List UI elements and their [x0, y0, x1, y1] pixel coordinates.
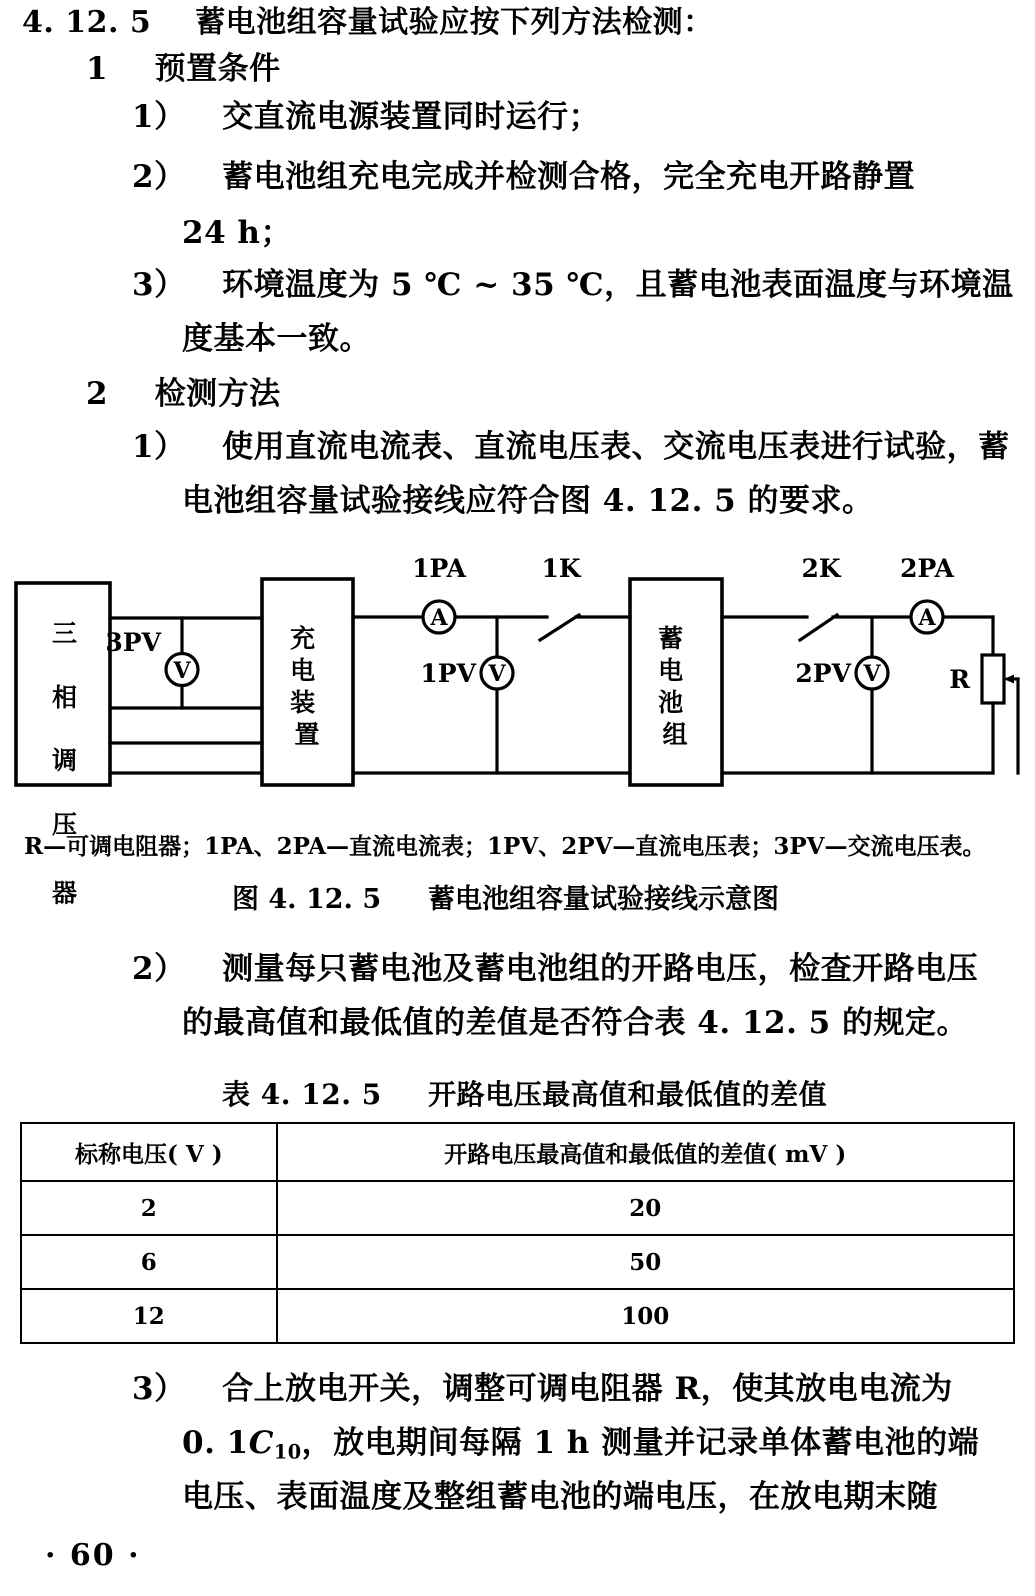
- item-1-2-line-2-wrap: [182, 216, 292, 250]
- item-1-2-line-2: 24 h；: [182, 215, 292, 251]
- sw-1k-blade: [540, 615, 579, 640]
- item-1-1-marker: 1）: [132, 99, 186, 135]
- label-r: R: [949, 665, 970, 694]
- item-2-3-marker: 3）: [132, 1371, 186, 1407]
- table-row: [21, 1289, 1014, 1343]
- meter-1pv-glyph: V: [488, 661, 506, 687]
- section-1-heading: [86, 52, 281, 86]
- meter-1pa-glyph: A: [430, 605, 448, 631]
- label-2pa: 2PA: [900, 554, 954, 583]
- table-cell-nominal-voltage: 12: [21, 1289, 277, 1343]
- item-1-3-line-2: 度基本一致。: [182, 321, 371, 357]
- table-cell-difference: 20: [277, 1181, 1014, 1235]
- table-cell-difference: 100: [277, 1289, 1014, 1343]
- table-cell-nominal-voltage: 6: [21, 1235, 277, 1289]
- item-1-3-marker: 3）: [132, 267, 186, 303]
- block-label-charging-device: 充 电 装 置: [290, 624, 320, 749]
- item-1-1-line-1: 交直流电源装置同时运行；: [222, 99, 601, 135]
- section-2-label: 检测方法: [154, 376, 281, 412]
- meter-2pv-glyph: V: [863, 661, 881, 687]
- sw-2k-blade: [800, 615, 837, 640]
- section-2-heading: [86, 377, 281, 411]
- label-1pa: 1PA: [412, 554, 466, 583]
- figure-caption: [232, 877, 779, 916]
- table-number: 表 4. 12. 5: [222, 1078, 382, 1111]
- table-cell-difference: 50: [277, 1235, 1014, 1289]
- clause-heading: [22, 6, 714, 40]
- item-2-1: [132, 430, 1010, 464]
- block-label-battery-bank: 蓄 电 池 组: [658, 624, 688, 749]
- open-circuit-voltage-table: [20, 1122, 1015, 1344]
- meter-2pa-glyph: A: [918, 605, 936, 631]
- label-1k: 1K: [541, 554, 581, 583]
- item-2-3: [132, 1372, 953, 1406]
- item-2-1-line-2-wrap: [182, 484, 874, 518]
- item-2-1-marker: 1）: [132, 429, 186, 465]
- item-2-1-line-1: 使用直流电流表、直流电压表、交流电压表进行试验，蓄: [222, 429, 1010, 465]
- item-1-2-line-1: 蓄电池组充电完成并检测合格，完全充电开路静置: [222, 159, 916, 195]
- clause-number: 4. 12. 5: [22, 5, 152, 40]
- label-3pv: 3PV: [105, 628, 161, 657]
- label-2k: 2K: [801, 554, 841, 583]
- label-1pv: 1PV: [420, 659, 476, 688]
- item-1-3: [132, 268, 1014, 302]
- table-row: [21, 1181, 1014, 1235]
- block-label-three-phase-regulator: 三 相 调 压 器: [48, 620, 78, 905]
- rheostat-r-body: [982, 655, 1004, 703]
- figure-caption-text: 蓄电池组容量试验接线示意图: [427, 884, 779, 915]
- item-2-3-line-3-wrap: [182, 1480, 938, 1514]
- figure-number: 图 4. 12. 5: [232, 884, 382, 915]
- item-2-2: [132, 952, 978, 986]
- table-header-cell-1: 开路电压最高值和最低值的差值( mV ): [277, 1123, 1014, 1181]
- item-2-2-line-1: 测量每只蓄电池及蓄电池组的开路电压，检查开路电压: [222, 951, 979, 987]
- item-1-2-marker: 2）: [132, 159, 186, 195]
- label-2pv: 2PV: [795, 659, 851, 688]
- item-2-3-line-1: 合上放电开关，调整可调电阻器 R，使其放电电流为: [222, 1371, 953, 1407]
- item-2-2-line-2-wrap: [182, 1006, 968, 1040]
- table-caption: [222, 1073, 827, 1113]
- table-header-cell-0: 标称电压( V ): [21, 1123, 277, 1181]
- item-1-2: [132, 160, 915, 194]
- figure-legend: R—可调电阻器；1PA、2PA—直流电流表；1PV、2PV—直流电压表；3PV—交流电压表。: [24, 833, 986, 860]
- item-2-3-line-3: 电压、表面温度及整组蓄电池的端电压，在放电期末随: [182, 1479, 938, 1515]
- section-2-marker: 2: [86, 376, 109, 412]
- item-2-3-line-2-wrap: [182, 1426, 979, 1469]
- section-1-marker: 1: [86, 51, 109, 87]
- item-2-2-marker: 2）: [132, 951, 186, 987]
- item-1-1: [132, 100, 600, 134]
- item-2-1-line-2: 电池组容量试验接线应符合图 4. 12. 5 的要求。: [182, 483, 874, 519]
- table-cell-nominal-voltage: 2: [21, 1181, 277, 1235]
- table-title-text: 开路电压最高值和最低值的差值: [428, 1078, 828, 1111]
- section-1-label: 预置条件: [154, 51, 281, 87]
- table-row: [21, 1235, 1014, 1289]
- meter-3pv-glyph: V: [173, 658, 191, 684]
- clause-title: 蓄电池组容量试验应按下列方法检测：: [195, 5, 714, 40]
- discharge-current-formula: 0. $1C_{10}$: [182, 1425, 302, 1464]
- item-1-3-line-2-wrap: [182, 322, 371, 356]
- page-folio: · 60 ·: [45, 1538, 141, 1573]
- item-2-3-line-2-rest: ，放电期间每隔 1 h 测量并记录单体蓄电池的端: [301, 1425, 980, 1461]
- item-2-2-line-2: 的最高值和最低值的差值是否符合表 4. 12. 5 的规定。: [182, 1005, 969, 1041]
- item-1-3-line-1: 环境温度为 5 ℃ ~ 35 ℃，且蓄电池表面温度与环境温: [222, 267, 1014, 303]
- table-header-row: [21, 1123, 1014, 1181]
